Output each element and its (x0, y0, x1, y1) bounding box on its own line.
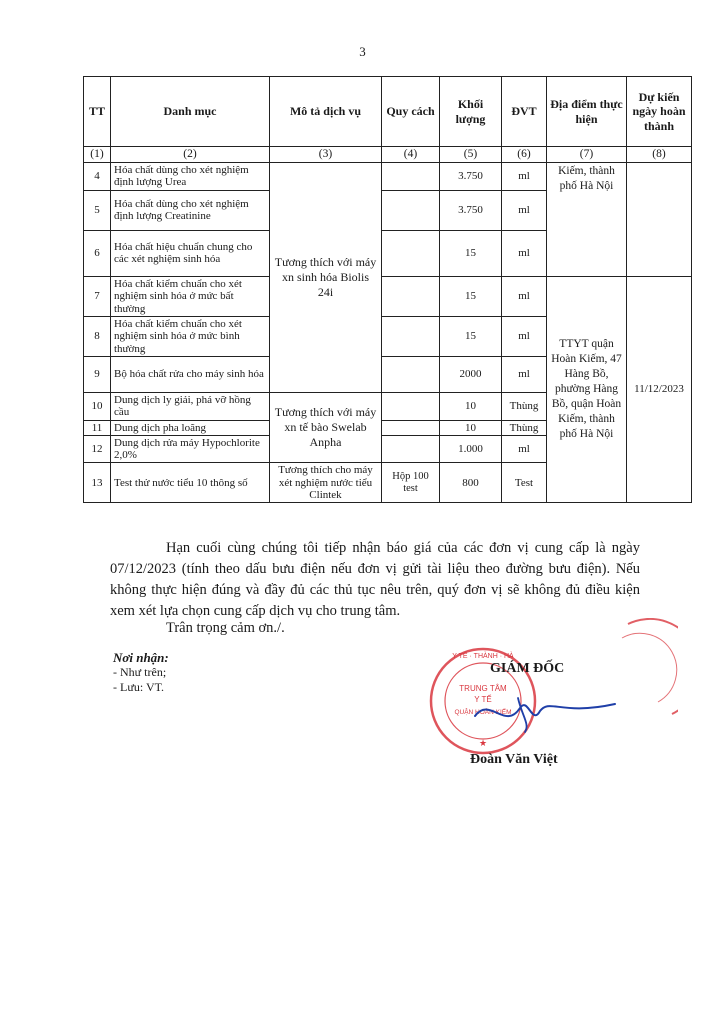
row-category: Test thử nước tiểu 10 thông số (111, 463, 270, 503)
seal-line-1: TRUNG TÂM (459, 684, 507, 693)
row-spec (382, 435, 440, 463)
row-category: Hóa chất kiểm chuẩn cho xét nghiệm sinh hóa ở mức bình thường (111, 316, 270, 356)
row-tt: 8 (84, 316, 111, 356)
row-tt: 6 (84, 230, 111, 276)
row-category: Hóa chất kiểm chuẩn cho xét nghiệm sinh hóa ở mức bất thường (111, 276, 270, 316)
row-unit: ml (502, 190, 547, 230)
header-quantity: Khối lượng (440, 77, 502, 147)
deadline-paragraph: Hạn cuối cùng chúng tôi tiếp nhận báo giá của các đơn vị cung cấp là ngày 07/12/2023 (tính theo dấu bưu điện nếu đơn vị gửi tài liệu theo đường bưu điện). Nếu không thực hiện đúng và đầy đủ các thủ tục nêu trên, quý đơn vị sẽ không đủ điều kiện xem xét lựa chọn cung cấp dịch vụ cho trung tâm. (110, 540, 640, 619)
row-tt: 4 (84, 162, 111, 190)
header-unit: ĐVT (502, 77, 547, 147)
column-number: (2) (111, 147, 270, 163)
row-category: Dung dịch ly giải, phá vỡ hồng cầu (111, 392, 270, 420)
completion-empty-cell (627, 162, 692, 276)
column-number: (7) (547, 147, 627, 163)
seal-ring-text: Y TẾ · THÀNH · HÀ (452, 653, 514, 660)
header-category: Danh mục (111, 77, 270, 147)
row-quantity: 800 (440, 463, 502, 503)
row-spec (382, 162, 440, 190)
column-number-row (84, 147, 692, 163)
column-number: (8) (627, 147, 692, 163)
table-header-row (84, 77, 692, 147)
row-category: Hóa chất hiệu chuẩn chung cho các xét nghiệm sinh hóa (111, 230, 270, 276)
closing-thanks: Trân trọng cảm ơn./. (166, 620, 285, 636)
row-category: Dung dịch rửa máy Hypochlorite 2,0% (111, 435, 270, 463)
signatory-title: GIÁM ĐỐC (490, 661, 565, 676)
row-quantity: 10 (440, 420, 502, 435)
row-spec (382, 420, 440, 435)
row-unit: ml (502, 230, 547, 276)
row-category: Dung dịch pha loãng (111, 420, 270, 435)
recipient-item: - Lưu: VT. (113, 680, 165, 694)
row-spec (382, 392, 440, 420)
row-tt: 9 (84, 356, 111, 392)
completion-date: 11/12/2023 (627, 276, 692, 503)
header-spec: Quy cách (382, 77, 440, 147)
row-tt: 12 (84, 435, 111, 463)
row-unit: Thùng (502, 420, 547, 435)
table-row (84, 276, 692, 316)
row-unit: ml (502, 356, 547, 392)
row-quantity: 1.000 (440, 435, 502, 463)
quotation-table (83, 76, 692, 503)
column-number: (3) (270, 147, 382, 163)
row-spec (382, 230, 440, 276)
row-category: Hóa chất dùng cho xét nghiệm định lượng Urea (111, 162, 270, 190)
row-category: Hóa chất dùng cho xét nghiệm định lượng Creatinine (111, 190, 270, 230)
header-service: Mô tả dịch vụ (270, 77, 382, 147)
row-quantity: 10 (440, 392, 502, 420)
row-tt: 13 (84, 463, 111, 503)
row-tt: 11 (84, 420, 111, 435)
row-tt: 7 (84, 276, 111, 316)
recipients-block (113, 650, 169, 695)
row-unit: ml (502, 435, 547, 463)
service-description-swelab: Tương thích với máy xn tế bào Swelab Anpha (270, 392, 382, 463)
header-location: Địa điểm thực hiện (547, 77, 627, 147)
row-quantity: 3.750 (440, 190, 502, 230)
row-spec (382, 190, 440, 230)
row-unit: ml (502, 316, 547, 356)
row-quantity: 2000 (440, 356, 502, 392)
row-unit: Test (502, 463, 547, 503)
row-quantity: 15 (440, 276, 502, 316)
row-tt: 5 (84, 190, 111, 230)
row-spec (382, 316, 440, 356)
header-completion: Dự kiến ngày hoàn thành (627, 77, 692, 147)
row-unit: Thùng (502, 392, 547, 420)
row-spec (382, 276, 440, 316)
column-number: (4) (382, 147, 440, 163)
row-quantity: 15 (440, 230, 502, 276)
page-number: 3 (359, 44, 366, 59)
location-main: TTYT quận Hoàn Kiếm, 47 Hàng Bồ, phường Hàng Bồ, quận Hoàn Kiếm, thành phố Hà Nội (547, 276, 627, 503)
seal-line-3: QUẬN HOÀN KIẾM (454, 709, 512, 716)
handwritten-signature (470, 686, 620, 736)
row-quantity: 15 (440, 316, 502, 356)
signatory-name: Đoàn Văn Việt (470, 752, 558, 767)
service-description-clintek: Tương thích cho máy xét nghiệm nước tiểu Clintek (270, 463, 382, 503)
row-unit: ml (502, 162, 547, 190)
seal-star-icon: ★ (478, 739, 488, 749)
row-category: Bộ hóa chất rửa cho máy sinh hóa (111, 356, 270, 392)
location-continued: Kiếm, thành phố Hà Nội (547, 162, 627, 276)
header-tt: TT (84, 77, 111, 147)
row-spec: Hộp 100 test (382, 463, 440, 503)
row-spec (382, 356, 440, 392)
column-number: (6) (502, 147, 547, 163)
service-description-biolis: Tương thích với máy xn sinh hóa Biolis 24i (270, 162, 382, 392)
table-row (84, 162, 692, 190)
row-unit: ml (502, 276, 547, 316)
partial-seal-mark (618, 618, 678, 718)
recipient-item: - Như trên; (113, 665, 167, 679)
recipients-label: Nơi nhận: (113, 650, 169, 665)
seal-line-2: Y TẾ (474, 695, 492, 704)
column-number: (5) (440, 147, 502, 163)
column-number: (1) (84, 147, 111, 163)
row-quantity: 3.750 (440, 162, 502, 190)
deadline-paragraph-block (110, 538, 640, 622)
row-tt: 10 (84, 392, 111, 420)
